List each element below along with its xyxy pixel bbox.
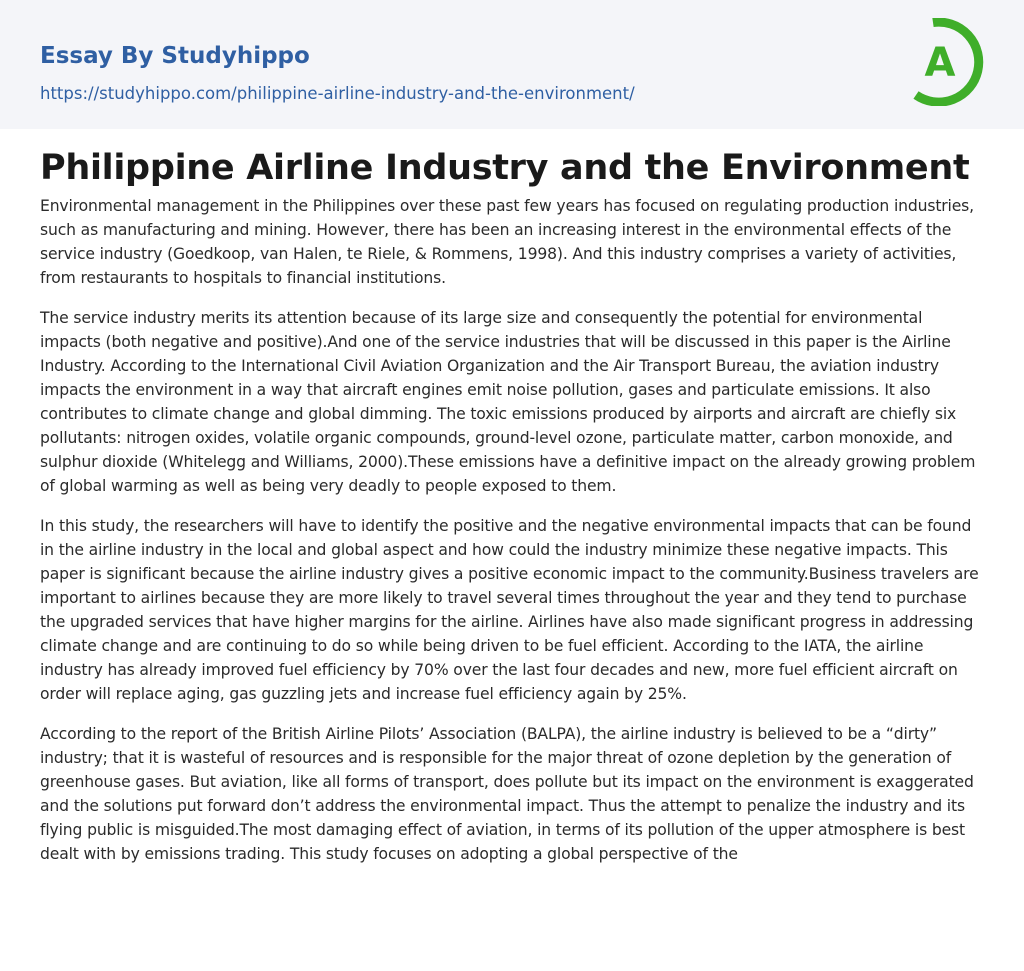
paragraph: According to the report of the British Airline Pilots’ Association (BALPA), the airline industry is believed to be a “dirty” industry; that it is wasteful of resources and is responsible for the major threat of ozone depletion by the generation of greenhouse gases. But aviation, like all forms of transport, does pollute but its impact on the environment is exaggerated and the solutions put forward don’t address the environmental impact. Thus the attempt to penalize the industry and its flying public is misguided.The most damaging effect of aviation, in terms of its pollution of the upper atmosphere is best dealt with by emissions trading. This study focuses on adopting a global perspective of the [40,725,974,863]
site-header [0,0,1024,129]
paragraph: Environmental management in the Philippines over these past few years has focused on regulating production industries, such as manufacturing and mining. However, there has been an increasing interest in the environmental effects of the service industry (Goedkoop, van Halen, te Riele, & Rommens, 1998). And this industry comprises a variety of activities, from restaurants to hospitals to financial institutions. [40,197,974,287]
brand-title[interactable]: Essay By Studyhippo [40,43,310,69]
studyhippo-logo-icon[interactable] [903,18,987,106]
logo-letter: A [924,40,956,86]
page-title: Philippine Airline Industry and the Environment [40,148,970,188]
paragraph: The service industry merits its attention because of its large size and consequently the potential for environmental impacts (both negative and positive).And one of the service industries that will be discussed in this paper is the Airline Industry. According to the International Civil Aviation Organization and the Air Transport Bureau, the aviation industry impacts the environment in a way that aircraft engines emit noise pollution, gases and particulate emissions. It also contributes to climate change and global dimming. The toxic emissions produced by airports and aircraft are chiefly six pollutants: nitrogen oxides, volatile organic compounds, ground-level ozone, particulate matter, carbon monoxide, and sulphur dioxide (Whitelegg and Williams, 2000).These emissions have a definitive impact on the already growing problem of global warming as well as being very deadly to people exposed to them. [40,309,976,495]
paragraph: In this study, the researchers will have to identify the positive and the negative environmental impacts that can be found in the airline industry in the local and global aspect and how could the industry minimize these negative impacts. This paper is significant because the airline industry gives a positive economic impact to the community.Business travelers are important to airlines because they are more likely to travel several times throughout the year and they tend to purchase the upgraded services that have higher margins for the airline. Airlines have also made significant progress in addressing climate change and are continuing to do so while being driven to be fuel efficient. According to the IATA, the airline industry has already improved fuel efficiency by 70% over the last four decades and new, more fuel efficient aircraft on order will replace aging, gas guzzling jets and increase fuel efficiency again by 25%. [40,517,979,703]
essay-body [40,194,985,882]
source-url-link[interactable]: https://studyhippo.com/philippine-airline-industry-and-the-environment/ [40,84,635,103]
